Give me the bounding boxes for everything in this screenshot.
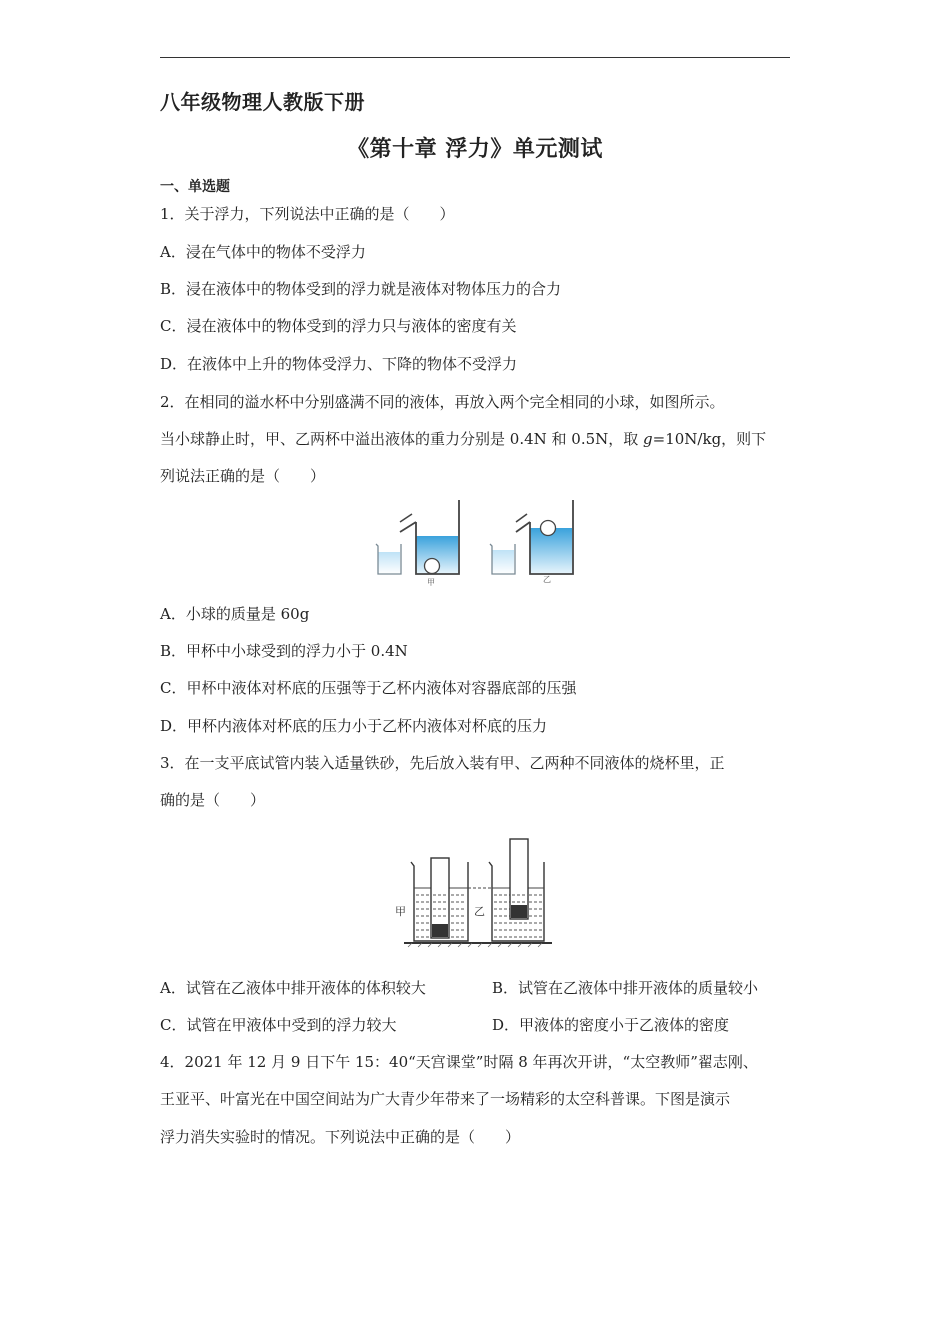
q3-stem-line1: 3．在一支平底试管内装入适量铁砂，先后放入装有甲、乙两种不同液体的烧杯里，正 [160,754,725,772]
overflow-beaker-jia [376,544,401,574]
q2-figure [370,498,590,590]
q2-option-d: D．甲杯内液体对杯底的压力小于乙杯内液体对杯底的压力 [160,717,548,735]
section-heading: 一、单选题 [160,179,230,195]
beaker-yi [474,839,544,941]
q1-option-d: D．在液体中上升的物体受浮力、下降的物体不受浮力 [160,355,518,373]
ball-jia [425,559,440,574]
grade-heading: 八年级物理人教版下册 [160,90,365,114]
q4-stem-line3: 浮力消失实验时的情况。下列说法中正确的是（ ） [160,1128,521,1146]
q2-stem-line2 [160,429,766,449]
q2-stem-line1: 2．在相同的溢水杯中分别盛满不同的液体，再放入两个完全相同的小球，如图所示。 [160,393,725,411]
q3-option-b: B．试管在乙液体中排开液体的质量较小 [492,979,759,997]
header-rule [160,57,790,58]
q3-option-d: D．甲液体的密度小于乙液体的密度 [492,1016,730,1034]
q1-option-c: C．浸在液体中的物体受到的浮力只与液体的密度有关 [160,317,517,335]
q2-option-a: A．小球的质量是 60g [160,605,310,623]
fig-label-yi: 乙 [543,575,551,584]
q2-stem-line3: 列说法正确的是（ ） [160,467,326,485]
page-title: 《第十章 浮力》单元测试 [347,137,603,162]
q4-stem-line1: 4．2021 年 12 月 9 日下午 15：40“天宫课堂”时隔 8 年再次开讲，“太空教师”翟志刚、 [160,1053,758,1071]
q2-figure-svg [370,498,590,590]
q3-stem-line2: 确的是（ ） [160,791,266,809]
iron-sand-jia [432,924,448,937]
fig3-label-jia: 甲 [395,905,406,918]
q2-option-c: C．甲杯中液体对杯底的压强等于乙杯内液体对容器底部的压强 [160,679,577,697]
q1-option-a: A．浸在气体中的物体不受浮力 [160,243,366,261]
q2-stem-line2-pre: 当小球静止时，甲、乙两杯中溢出液体的重力分别是 0.4N 和 0.5N，取 [160,430,644,448]
overflow-beaker-yi [490,544,515,574]
fig-label-jia: 甲 [427,578,435,587]
ball-yi [541,521,556,536]
fig3-label-yi: 乙 [474,905,485,918]
q1-stem: 1．关于浮力，下列说法中正确的是（ ） [160,205,455,223]
q2-stem-line2-post: =10N/kg，则下 [652,430,767,448]
q2-option-b: B．甲杯中小球受到的浮力小于 0.4N [160,642,408,660]
q1-option-b: B．浸在液体中的物体受到的浮力就是液体对物体压力的合力 [160,280,562,298]
q3-option-c: C．试管在甲液体中受到的浮力较大 [160,1016,397,1034]
iron-sand-yi [511,905,527,918]
overflow-cup-yi [516,500,573,584]
q2-g-symbol: g [643,430,653,448]
q3-figure-svg [392,836,560,952]
q3-figure [392,836,560,952]
q3-option-a: A．试管在乙液体中排开液体的体积较大 [160,979,426,997]
q4-stem-line2: 王亚平、叶富光在中国空间站为广大青少年带来了一场精彩的太空科普课。下图是演示 [160,1090,731,1108]
beaker-jia [395,858,468,941]
overflow-cup-jia [400,500,459,587]
